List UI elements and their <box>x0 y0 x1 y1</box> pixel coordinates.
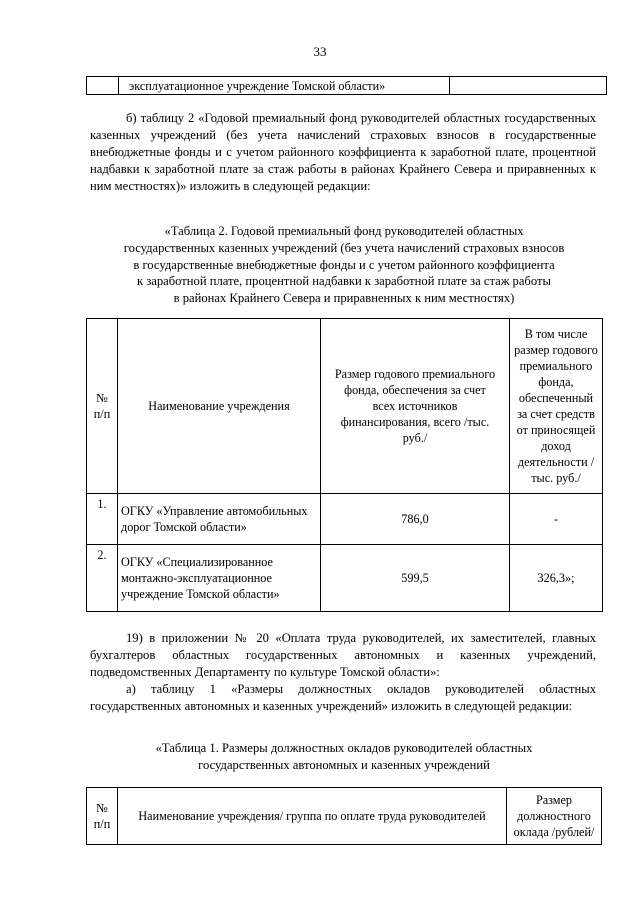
row-name: ОГКУ «Управление автомобильных дорог Томской области» <box>118 494 321 545</box>
caption-line: «Таблица 1. Размеры должностных окладов руководителей областных <box>155 741 533 755</box>
table1-caption <box>84 740 604 774</box>
table-row <box>87 77 607 95</box>
table-cell <box>450 77 607 95</box>
row-num: 1. <box>87 494 118 545</box>
header-salary: Размер должностного оклада /рублей/ <box>507 788 602 845</box>
table-2 <box>86 318 603 612</box>
table-1 <box>86 787 602 845</box>
caption-line: «Таблица 2. Годовой премиальный фонд руководителей областных <box>164 224 524 238</box>
table2-caption <box>84 223 604 307</box>
header-num: № п/п <box>87 319 118 494</box>
header-own: В том числе размер годового премиального фонда, обеспеченный за счет средств от приносящей доход деятельности /тыс. руб./ <box>510 319 603 494</box>
header-total: Размер годового премиального фонда, обеспечения за счет всех источников финансирования, всего /тыс. руб./ <box>321 319 510 494</box>
row-own: - <box>510 494 603 545</box>
row-num: 2. <box>87 545 118 612</box>
row-own: 326,3»; <box>510 545 603 612</box>
caption-line: в государственные внебюджетные фонды и с учетом районного коэффициента <box>133 257 555 272</box>
row-total: 599,5 <box>321 545 510 612</box>
table-row <box>87 545 603 612</box>
page-number: 33 <box>313 44 327 59</box>
row-name: ОГКУ «Специализированное монтажно-эксплуатационное учреждение Томской области» <box>118 545 321 612</box>
table-header-row <box>87 788 602 845</box>
table-cell <box>87 77 119 95</box>
paragraph-19: 19) в приложении № 20 «Оплата труда руководителей, их заместителей, главных бухгалтеров областных государственных автономных и казенных учреждений, подведомственных Департаменту по культуре Томской области»: <box>90 631 596 680</box>
caption-line: к заработной плате, процентной надбавки к заработной плате за стаж работы <box>137 274 551 289</box>
table-row <box>87 494 603 545</box>
header-name: Наименование учреждения <box>118 319 321 494</box>
caption-line: в районах Крайнего Севера и приравненных к ним местностях) <box>173 291 515 306</box>
caption-line: государственных казенных учреждений (без учета начислений страховых взносов <box>123 240 565 255</box>
row-total: 786,0 <box>321 494 510 545</box>
caption-line: государственных автономных и казенных учреждений <box>198 757 490 772</box>
paragraph-b: б) таблицу 2 «Годовой премиальный фонд руководителей областных государственных казенных учреждений (без учета начислений страховых взносов в государственные внебюджетные фонды и с учетом районного коэффициента к заработной плате, процентной надбавки к заработной плате за стаж работы в районах Крайнего Севера и приравненных к ним местностях)» изложить в следующей редакции: <box>90 111 596 194</box>
paragraph-a: а) таблицу 1 «Размеры должностных окладов руководителей областных государственных автономных и казенных учреждений» изложить в следующей редакции: <box>90 682 596 714</box>
table-header-row <box>87 319 603 494</box>
header-name: Наименование учреждения/ группа по оплате труда руководителей <box>118 788 507 845</box>
header-num: № п/п <box>87 788 118 845</box>
table-cell: эксплуатационное учреждение Томской области» <box>119 77 450 95</box>
previous-table-fragment <box>86 76 607 95</box>
